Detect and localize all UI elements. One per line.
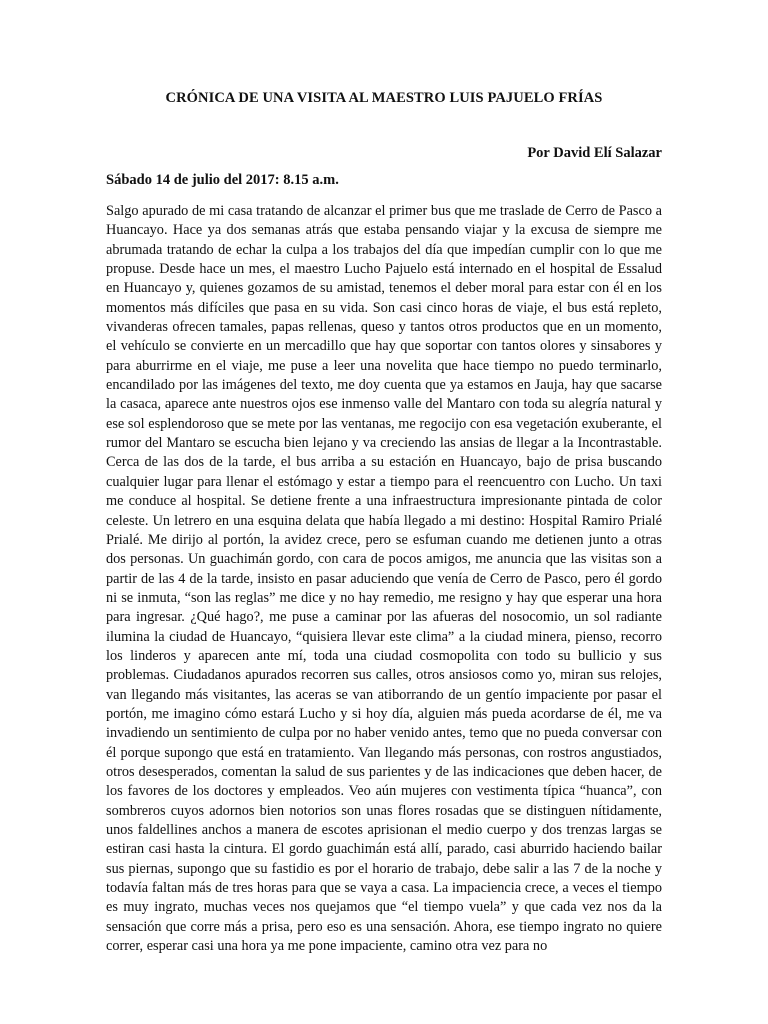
author-byline: Por David Elí Salazar xyxy=(527,145,662,161)
body-paragraph: Salgo apurado de mi casa tratando de alcanzar el primer bus que me traslade de Cerro de Pasco a Huancayo. Hace ya dos semanas atrás que estaba pensando viajar y la excusa de siempre me abrumada tratando de echar la culpa a los trabajos del día que impedían cumplir con lo que me propuse. Desde hace un mes, el maestro Lucho Pajuelo está internado en el hospital de Essalud en Huancayo y, quienes gozamos de su amistad, tenemos el deber moral para estar con él en los momentos más difíciles que pasa en su vida. Son casi cinco horas de viaje, el bus está repleto, vivanderas ofrecen tamales, papas rellenas, queso y tantos otros productos que en un momento, el vehículo se convierte en un mercadillo que hay que soportar con tantos olores y sinsabores y para aburrirme en el viaje, me puse a leer una novelita que hace tiempo no puedo terminarlo, encandilado por las imágenes del texto, me doy cuenta que ya estamos en Jauja, hay que sacarse la casaca, aparece ante nuestros ojos ese inmenso valle del Mantaro con toda su alegría natural y ese sol esplendoroso que se mete por las ventanas, me regocijo con esa vegetación exuberante, el rumor del Mantaro se escucha bien lejano y va creciendo las ansias de llegar a la Incontrastable. Cerca de las dos de la tarde, el bus arriba a su estación en Huancayo, bajo de prisa buscando cualquier lugar para llenar el estómago y estar a tiempo para el reencuentro con Lucho. Un taxi me conduce al hospital. Se detiene frente a una infraestructura impresionante pintada de color celeste. Un letrero en una esquina delata que había llegado a mi destino: Hospital Ramiro Prialé Prialé. Me dirijo al portón, la avidez crece, pero se esfuman cuando me detienen junto a otras dos personas. Un guachimán gordo, con cara de pocos amigos, me anuncia que las visitas son a partir de las 4 de la tarde, insisto en pasar aduciendo que venía de Cerro de Pasco, pero él gordo ni se inmuta, “son las reglas” me dice y no hay remedio, me resigno y hay que esperar una hora para ingresar. ¿Qué hago?, me puse a caminar por las afueras del nosocomio, un sol radiante ilumina la ciudad de Huancayo, “quisiera llevar este clima” a la ciudad minera, pienso, recorro los linderos y aparecen ante mí, toda una ciudad cosmopolita con todo su bullicio y sus problemas. Ciudadanos apurados recorren sus calles, otros ansiosos como yo, miran sus relojes, van llegando más visitantes, las aceras se van atiborrando de un gentío impaciente por pasar el portón, me imagino cómo estará Lucho y si hoy día, alguien más pueda acordarse de él, me va invadiendo un sentimiento de culpa por no haber venido antes, temo que no pueda conversar con él porque supongo que está en tratamiento. Van llegando más personas, con rostros angustiados, otros desesperados, comentan la salud de sus parientes y de las indicaciones que deben hacer, de los favores de los doctores y empleados. Veo aún mujeres con vestimenta típica “huanca”, con sombreros cuyos adornos bien notorios son unas flores rosadas que se distinguen nítidamente, unos faldellines anchos a manera de escotes aprisionan el medio cuerpo y dos trenzas largas se estiran casi hasta la cintura. El gordo guachimán está allí, parado, casi aburrido haciendo bailar sus piernas, supongo que su fastidio es por el horario de trabajo, debe salir a las 7 de la noche y todavía faltan más de tres horas para que se vaya a casa. La impaciencia crece, a veces el tiempo es muy ingrato, muchas veces nos quejamos que “el tiempo vuela” y que cada vez nos da la sensación que corre más a prisa, pero eso es una sensación. Ahora, ese tiempo ingrato no quiere correr, esperar casi una hora ya me pone impaciente, camino otra vez para no xyxy=(106,203,662,955)
document-title: CRÓNICA DE UNA VISITA AL MAESTRO LUIS PAJUELO FRÍAS xyxy=(165,90,603,106)
dateline: Sábado 14 de julio del 2017: 8.15 a.m. xyxy=(106,172,339,188)
